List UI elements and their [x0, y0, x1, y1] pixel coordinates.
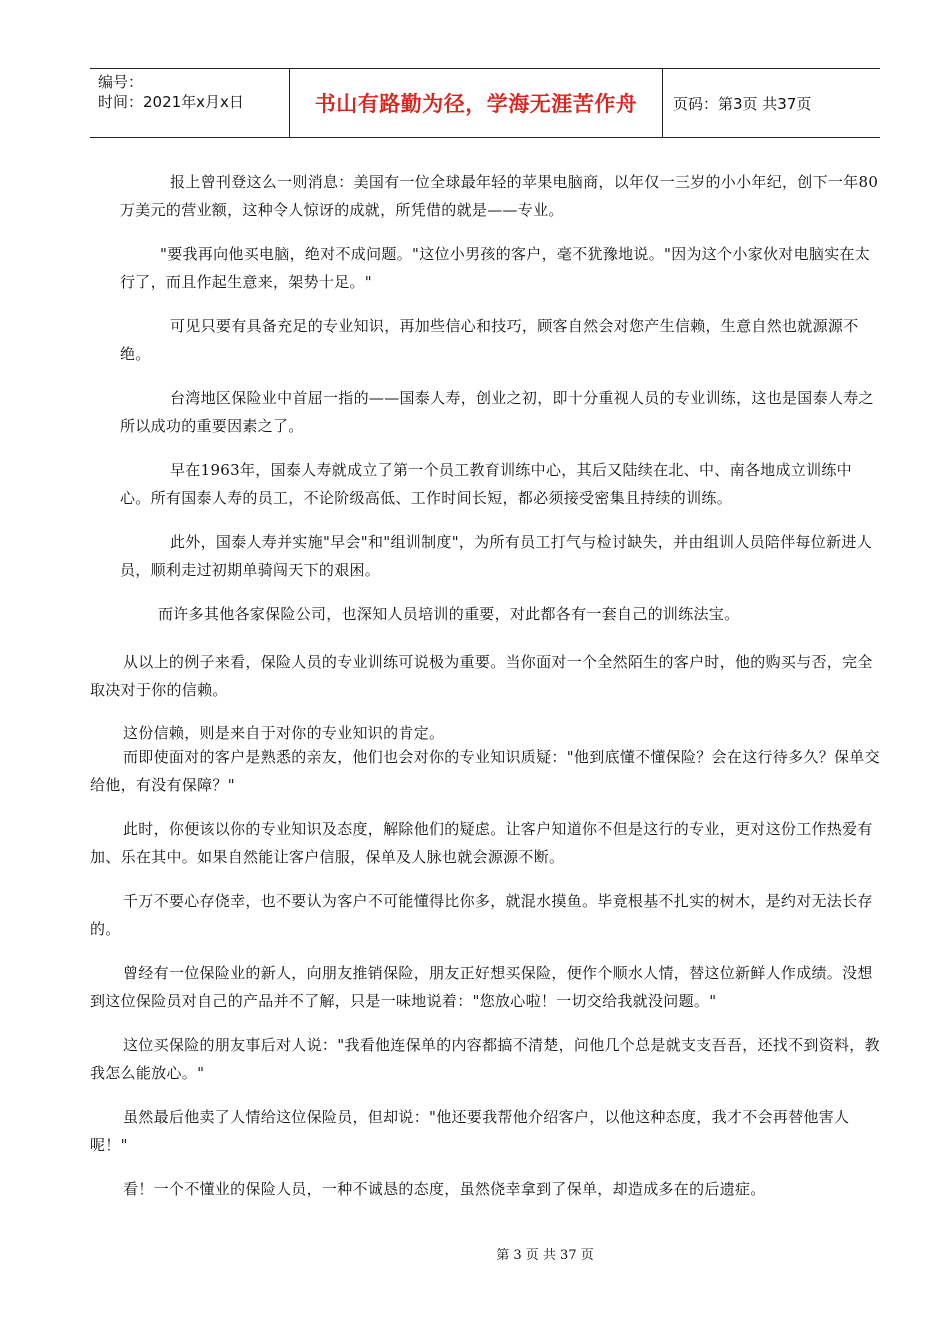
paragraph: 这位买保险的朋友事后对人说："我看他连保单的内容都搞不清楚，问他几个总是就支支吾吾，还找不到资料，教我怎么能放心。"	[90, 1036, 880, 1082]
paragraph: 此外，国泰人寿并实施"早会"和"组训制度"，为所有员工打气与检讨缺失，并由组训人员陪伴每位新进人员，顺利走过初期单骑闯天下的艰困。	[120, 533, 873, 579]
header-motto: 书山有路勤为径，学海无涯苦作舟	[290, 69, 663, 137]
paragraph: 而即使面对的客户是熟悉的亲友，他们也会对你的专业知识质疑："他到底懂不懂保险？会在这行待多久？保单交给他，有没有保障？"	[90, 748, 880, 794]
paragraph: 虽然最后他卖了人情给这位保险员，但却说："他还要我帮他介绍客户，以他这种态度，我才不会再替他害人呢！"	[90, 1108, 850, 1154]
paragraph: 从以上的例子来看，保险人员的专业训练可说极为重要。当你面对一个全然陌生的客户时，他的购买与否，完全取决对于你的信赖。	[90, 653, 873, 699]
paragraph: 而许多其他各家保险公司，也深知人员培训的重要，对此都各有一套自己的训练法宝。	[158, 605, 740, 623]
page-footer: 第 3 页 共 37 页	[496, 1248, 594, 1263]
paragraph: 曾经有一位保险业的新人，向朋友推销保险，朋友正好想买保险，便作个顺水人情，替这位新鲜人作成绩。没想到这位保险员对自己的产品并不了解，只是一味地说着："您放心啦！一切交给我就没问题。"	[90, 964, 873, 1010]
header-meta	[90, 69, 290, 137]
page-header	[90, 68, 880, 138]
paragraph: 这份信赖，则是来自于对你的专业知识的肯定。	[123, 724, 445, 742]
paragraph: 此时，你便该以你的专业知识及态度，解除他们的疑虑。让客户知道你不但是这行的专业，更对这份工作热爱有加、乐在其中。如果自然能让客户信服，保单及人脉也就会源源不断。	[90, 820, 873, 866]
header-page-info: 页码：第3页 共37页	[673, 94, 812, 113]
paragraph: 台湾地区保险业中首屈一指的——国泰人寿，创业之初，即十分重视人员的专业训练，这也是国泰人寿之所以成功的重要因素之了。	[120, 389, 874, 435]
paragraph: 报上曾刊登这么一则消息：美国有一位全球最年轻的苹果电脑商，以年仅一三岁的小小年纪，创下一年80万美元的营业额，这种令人惊讶的成就，所凭借的就是——专业。	[120, 173, 879, 219]
document-number-label: 编号：	[98, 73, 144, 91]
paragraph: 可见只要有具备充足的专业知识，再加些信心和技巧，顾客自然会对您产生信赖，生意自然也就源源不绝。	[120, 317, 859, 363]
paragraph: 早在1963年，国泰人寿就成立了第一个员工教育训练中心，其后又陆续在北、中、南各地成立训练中心。所有国泰人寿的员工，不论阶级高低、工作时间长短，都必须接受密集且持续的训练。	[120, 461, 852, 507]
document-time-label: 时间：2021年x月x日	[98, 93, 244, 111]
paragraph: 看！一个不懂业的保险人员，一种不诚恳的态度，虽然侥幸拿到了保单，却造成多在的后遗症。	[123, 1180, 766, 1198]
paragraph: 千万不要心存侥幸，也不要认为客户不可能懂得比你多，就混水摸鱼。毕竟根基不扎实的树木，是约对无法长存的。	[90, 892, 873, 938]
paragraph: "要我再向他买电脑，绝对不成问题。"这位小男孩的客户，毫不犹豫地说。"因为这个小家伙对电脑实在太行了，而且作起生意来，架势十足。"	[120, 245, 871, 291]
